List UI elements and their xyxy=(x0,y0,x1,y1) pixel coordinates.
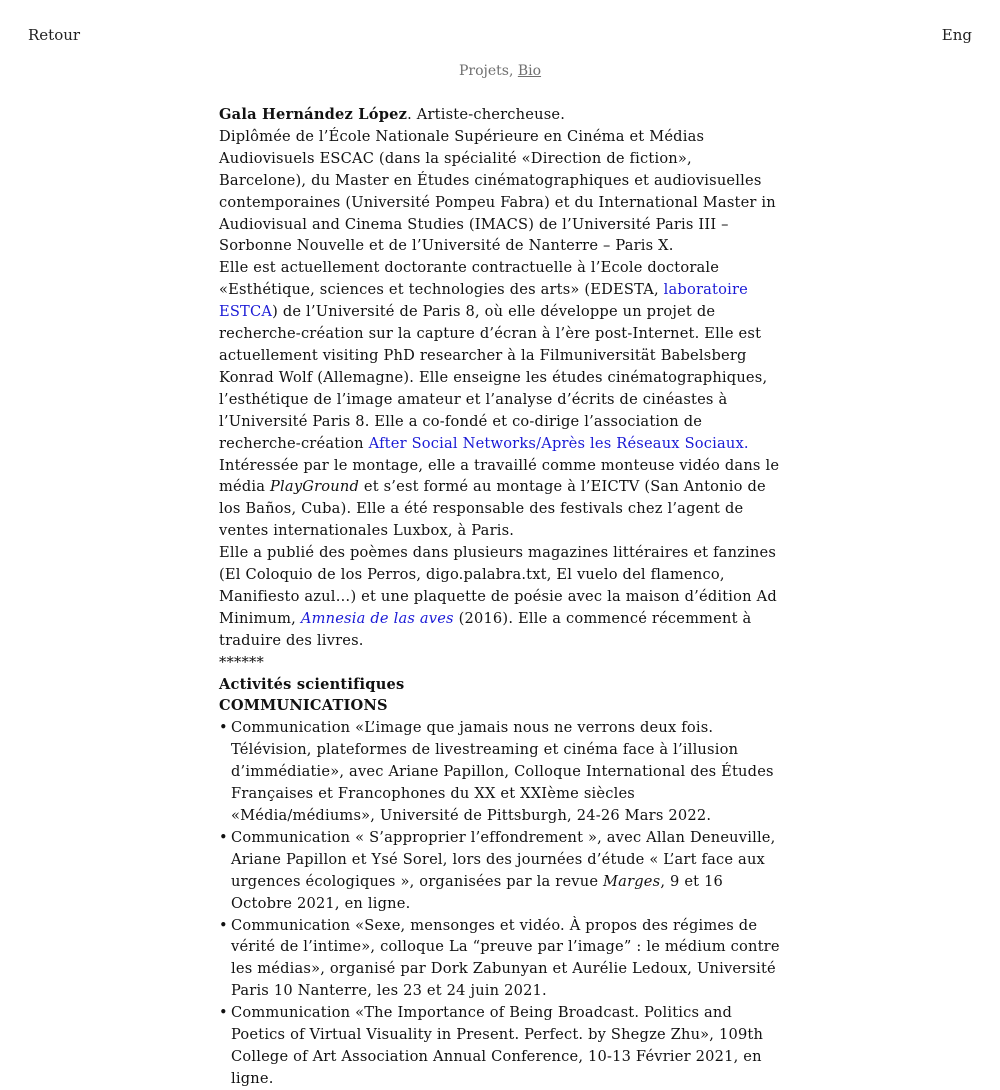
bio-editing-text: et s’est formé au montage à l’EICTV (San Antonio de los Baños, Cuba). Elle a été responsable des festivals chez l’agent de ventes internationales Luxbox, à Paris. xyxy=(219,478,766,540)
after-social-networks-link[interactable]: After Social Networks/Après les Réseaux Sociaux. xyxy=(368,434,749,452)
bio-poetry-text: Elle a publié des poèmes dans plusieurs magazines littéraires et fanzines (El Coloquio de los Perros, digo.palabra.txt, El vuelo del flamenco, Manifiesto azul…) et une plaquette de poésie avec la maison d’édition Ad Minimum, xyxy=(219,544,777,627)
activities-heading: Activités scientifiques xyxy=(219,675,405,693)
communications-list xyxy=(219,717,781,1089)
amnesia-de-las-aves-title[interactable]: Amnesia de las aves xyxy=(300,609,454,627)
list-item: • Communication «The Importance of Being Broadcast. Politics and Poetics of Virtual Visuality in Present. Perfect. by Shegze Zhu», 109th College of Art Association Annual Conference, 10-13 Février 2021, en ligne. xyxy=(231,1002,781,1090)
list-item-text: Communication « S’approprier l’effondrement », avec Allan Deneuville, Ariane Papillon et Ysé Sorel, lors des journées d’étude « L’art face aux urgences écologiques », organisées par la revue xyxy=(231,828,776,890)
language-switch-link[interactable]: Eng xyxy=(941,26,972,44)
bio-research-text: ) de l’Université de Paris 8, où elle développe un projet de recherche-création sur la capture d’écran à l’ère post-Internet. Elle est actuellement visiting PhD researcher à la Filmuniversität Babelsberg Konrad Wolf (Allemagne). Elle enseigne les études cinématographiques, l’esthétique de l’image amateur et l’analyse d’écrits de cinéastes à l’Université Paris 8. Elle a co-fondé et co-dirige l’association de recherche-création xyxy=(219,303,768,452)
section-separator: ****** xyxy=(219,653,264,671)
estca-lab-link[interactable]: laboratoire ESTCA xyxy=(219,281,748,321)
amnesia-de-las-aves-link[interactable] xyxy=(301,610,454,627)
list-item: • Communication «Sexe, mensonges et vidéo. À propos des régimes de vérité de l’intime», colloque La “preuve par l’image” : le médium contre les médias», organisé par Dork Zabunyan et Aurélie Ledoux, Université Paris 10 Nanterre, les 23 et 24 juin 2021. xyxy=(231,915,781,1003)
bio-editing-text: Intéressée par le montage, elle a travaillé comme monteuse vidéo dans le média xyxy=(219,456,780,496)
bio-education-paragraph: Diplômée de l’École Nationale Supérieure en Cinéma et Médias Audiovisuels ESCAC (dans la spécialité «Direction de fiction», Barcelone), du Master en Études cinématographiques et audiovisuelles contemporaines (Université Pompeu Fabra) et du International Master in Audiovisual and Cinema Studies (IMACS) de l’Université Paris III – Sorbonne Nouvelle et de l’Université de Nanterre – Paris X. xyxy=(219,127,776,255)
marges-title: Marges xyxy=(603,872,661,890)
bio-research-paragraph xyxy=(219,257,781,454)
bio-content xyxy=(219,104,781,1090)
back-link[interactable]: Retour xyxy=(28,26,81,44)
list-item: • Communication «L’image que jamais nous ne verrons deux fois. Télévision, plateformes de livestreaming et cinéma face à l’illusion d’immédiatie», avec Ariane Papillon, Colloque International des Études Françaises et Francophones du XX et XXIème siècles «Média/médiums», Université de Pittsburgh, 24-26 Mars 2022. xyxy=(231,717,781,827)
bio-poetry-paragraph xyxy=(219,542,781,652)
artist-name: Gala Hernández López xyxy=(219,106,408,123)
list-item-text: , 9 et 16 Octobre 2021, en ligne. xyxy=(231,872,724,912)
breadcrumb-separator: , xyxy=(508,63,518,79)
breadcrumb xyxy=(0,63,1000,79)
bio-research-text: Elle est actuellement doctorante contractuelle à l’Ecole doctorale «Esthétique, sciences et technologies des arts» (EDESTA, xyxy=(219,259,720,299)
bio-editing-paragraph xyxy=(219,455,781,543)
bio-poetry-text: (2016). Elle a commencé récemment à traduire des livres. xyxy=(219,609,752,649)
bio-intro xyxy=(219,104,781,126)
list-item xyxy=(231,827,781,915)
artist-role: . Artiste-chercheuse. xyxy=(407,106,566,123)
communications-heading: COMMUNICATIONS xyxy=(219,697,388,715)
playground-title: PlayGround xyxy=(270,478,360,496)
breadcrumb-bio-link[interactable]: Bio xyxy=(517,63,542,79)
breadcrumb-projects-link[interactable]: Projets xyxy=(458,63,509,79)
